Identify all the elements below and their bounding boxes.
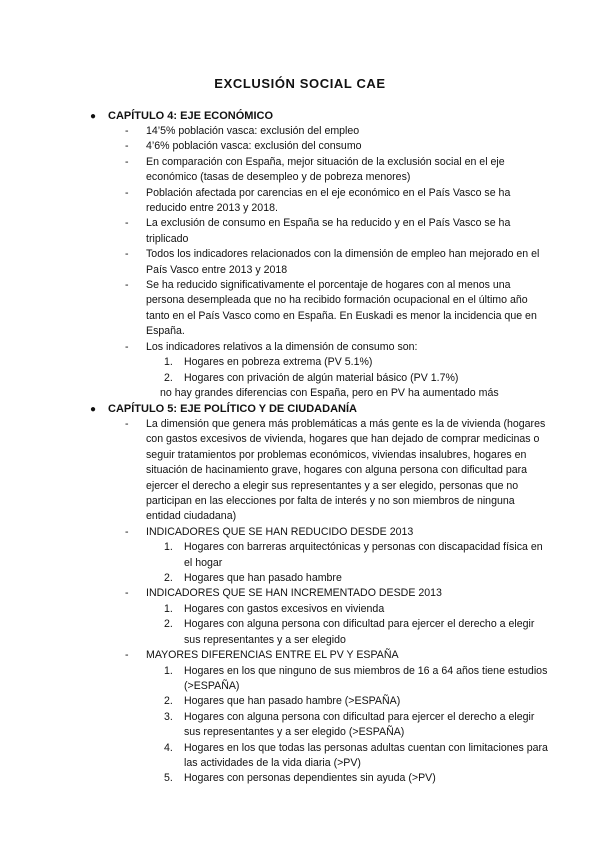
bullet-icon: ●: [90, 111, 97, 122]
numbered-item: 2. Hogares con privación de algún material básico (PV 1.7%): [164, 371, 459, 384]
consumo-indicators-list: [146, 355, 548, 386]
list-item: [125, 648, 548, 787]
chapter-4: [88, 109, 548, 401]
numbered-item: 1. Hogares con gastos excesivos en vivienda: [164, 602, 385, 615]
dash-icon: -: [125, 155, 129, 168]
numbered-item: 3. Hogares con alguna persona con dificultad para ejercer el derecho a elegir sus representantes y a ser elegido (>ESPAÑA): [164, 710, 535, 739]
dash-icon: -: [125, 525, 129, 538]
dash-icon: -: [125, 248, 129, 261]
list-item: - La exclusión de consumo en España se ha reducido y en el País Vasco se ha triplicado: [125, 217, 511, 245]
dash-icon: -: [125, 340, 129, 353]
chapter-5-list: [88, 417, 548, 787]
chapter-4-heading-row: [88, 109, 548, 124]
incrementados-label: INDICADORES QUE SE HAN INCREMENTADO DESDE 2013: [146, 587, 442, 600]
numbered-item: 1. Hogares en los que ninguno de sus miembros de 16 a 64 años tiene estudios (>ESPAÑA): [164, 664, 548, 692]
dash-icon: -: [125, 140, 129, 153]
numbered-item: 4. Hogares en los que todas las personas adultas cuentan con limitaciones para las actividades de la vida diaria (>PV): [164, 741, 548, 769]
reducidos-label: INDICADORES QUE SE HAN REDUCIDO DESDE 2013: [146, 525, 414, 538]
numbered-item: 2. Hogares con alguna persona con dificultad para ejercer el derecho a elegir sus representantes y a ser elegido: [164, 618, 535, 646]
dash-icon: -: [125, 587, 129, 600]
list-item: - La dimensión que genera más problemáticas a más gente es la de vivienda (hogares con gastos excesivos de vivienda, hogares que han dejado de comprar medicinas o seguir tratamientos por problemas económicos, viviendas insalubres, hogares en situación de hacinamiento grave, hogares con alguna persona con dificultad para ejercer el derecho a elegir sus representantes y a ser elegido, personas que no participan en las elecciones por falta de interés y no son miembros de ninguna entidad ciudadana): [125, 418, 546, 523]
bullet-icon: ●: [90, 404, 97, 415]
dash-icon: -: [125, 217, 129, 230]
reducidos-list: [146, 540, 548, 586]
list-item: [125, 586, 548, 648]
list-item: - Población afectada por carencias en el eje económico en el País Vasco se ha reducido entre 2013 y 2018.: [125, 186, 511, 215]
numbered-item: 1. Hogares en pobreza extrema (PV 5.1%): [164, 356, 373, 369]
numbered-item: 1. Hogares con barreras arquitectónicas y personas con discapacidad física en el hogar: [164, 541, 543, 569]
dash-icon: -: [125, 649, 129, 662]
document-title: EXCLUSIÓN SOCIAL CAE: [214, 76, 386, 91]
list-item: - 14’5% población vasca: exclusión del empleo: [146, 124, 548, 139]
list-item: - Todos los indicadores relacionados con la dimensión de empleo han mejorado en el País Vasco entre 2013 y 2018: [125, 248, 540, 276]
list-item: - 4’6% población vasca: exclusión del consumo: [146, 139, 548, 154]
chapter-5-heading-row: [88, 402, 548, 417]
dash-icon: -: [125, 418, 129, 430]
diferencias-label: MAYORES DIFERENCIAS ENTRE EL PV Y ESPAÑA: [146, 649, 399, 662]
diferencias-list: [146, 664, 548, 787]
numbered-item: 2. Hogares que han pasado hambre: [164, 572, 342, 585]
numbered-item: 2. Hogares que han pasado hambre (>ESPAÑA): [164, 695, 401, 708]
list-item: [125, 525, 548, 587]
chapter-4-list: [88, 124, 548, 401]
chapter-5: [88, 402, 548, 787]
list-item: - Los indicadores relativos a la dimensión de consumo son: 1. Hogares en pobreza extrema (PV 5.1%) 2. Hogares con privación de algún material básico (PV 1.7%) no hay grandes diferencias con España, pero en PV ha aumentado más: [146, 340, 548, 402]
chapter-4-heading: CAPÍTULO 4: EJE ECONÓMICO: [108, 110, 274, 122]
consumo-note: no hay grandes diferencias con España, pero en PV ha aumentado más: [160, 386, 499, 399]
numbered-item: 5. Hogares con personas dependientes sin ayuda (>PV): [164, 772, 436, 785]
incrementados-list: [146, 602, 548, 648]
list-item: - Se ha reducido significativamente el porcentaje de hogares con al menos una persona desempleada que no ha recibido formación ocupacional en el último año tanto en el País Vasco como en España. En Euskadi es menor la incidencia que en España.: [125, 279, 537, 338]
dash-icon: -: [125, 125, 129, 137]
dash-icon: -: [125, 186, 129, 199]
chapter-5-heading: CAPÍTULO 5: EJE POLÍTICO Y DE CIUDADANÍA: [108, 403, 357, 415]
list-item: - En comparación con España, mejor situación de la exclusión social en el eje económico (tasas de desempleo y de pobreza menores): [125, 155, 505, 184]
dash-icon: -: [125, 279, 129, 292]
